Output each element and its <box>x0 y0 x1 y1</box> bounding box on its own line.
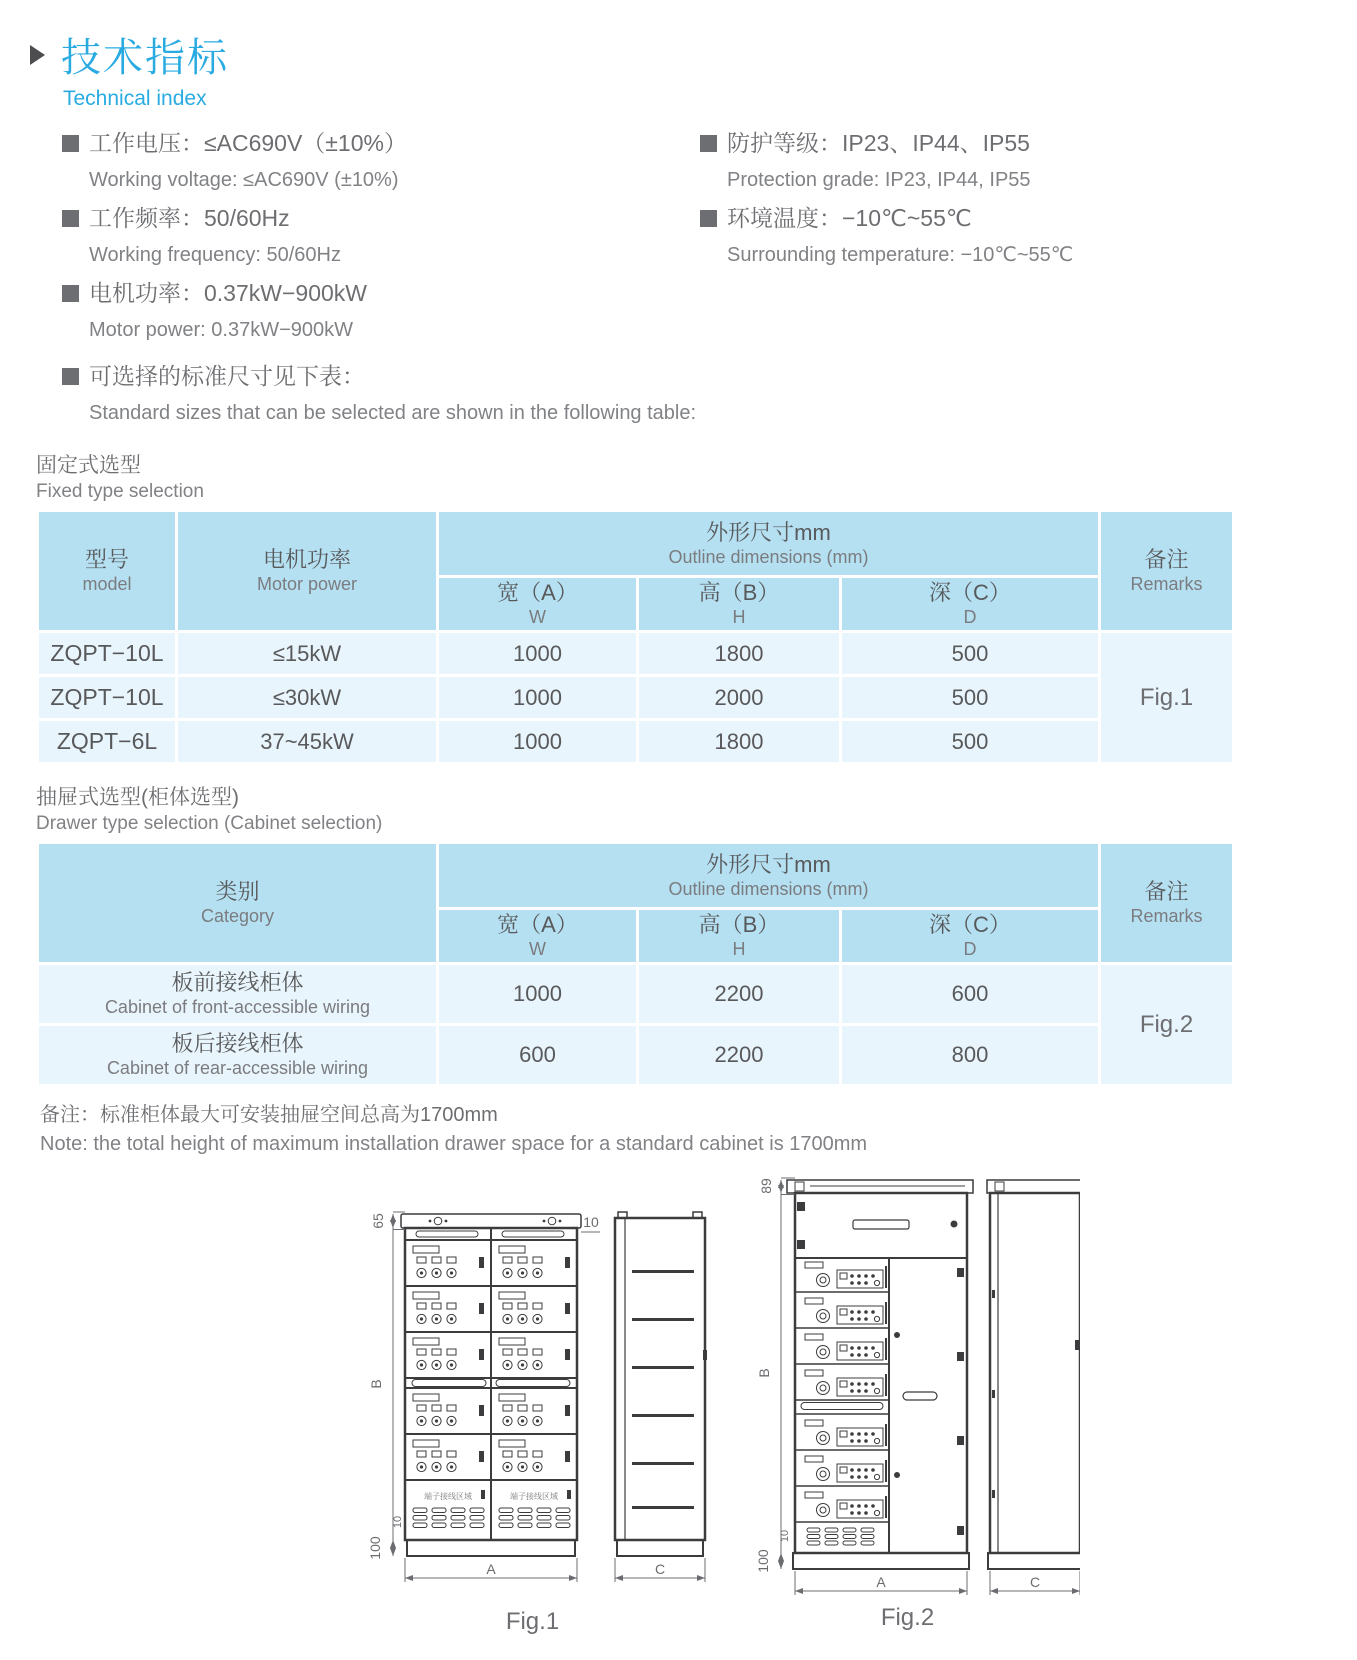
category-cell-en: Cabinet of rear-accessible wiring <box>106 1058 369 1078</box>
col-header-height: 高（B） H <box>638 909 841 964</box>
spec-en-text: Working frequency: 50/60Hz <box>89 244 341 266</box>
spec-cn-text: 工作频率：50/60Hz <box>89 205 290 231</box>
category-cell-en: Cabinet of front-accessible wiring <box>104 997 371 1017</box>
footnote-cn: 备注：标准柜体最大可安装抽屉空间总高为1700mm <box>40 1104 498 1126</box>
fixed-type-table <box>36 509 1235 765</box>
bullet-square-icon <box>700 135 717 152</box>
drawer-type-table <box>36 841 1235 1087</box>
page-subtitle: Technical index <box>63 87 207 110</box>
col-header-depth: 深（C） D <box>841 577 1100 632</box>
spec-working-frequency <box>62 200 700 273</box>
fig1-caption: Fig.1 <box>505 1608 560 1635</box>
col-header-remarks: 备注 Remarks <box>1100 843 1234 964</box>
width-cell: 1000 <box>513 640 562 666</box>
table-row <box>38 1025 1234 1086</box>
spec-en-text: Standard sizes that can be selected are shown in the following table: <box>89 402 697 424</box>
fig2-side-view <box>987 1180 1080 1569</box>
category-cell-cn: 板前接线柜体 <box>171 970 304 995</box>
power-cell: 37~45kW <box>260 728 354 754</box>
spec-standard-sizes-note <box>62 358 700 431</box>
fig2-dim-vent-label: 10 <box>779 1529 791 1543</box>
table-row <box>38 632 1234 676</box>
col-header-motor-power: 电机功率 Motor power <box>177 511 438 632</box>
spec-en-text: Protection grade: IP23, IP44, IP55 <box>727 169 1031 191</box>
col-header-outline-dimensions: 外形尺寸mm Outline dimensions (mm) <box>438 511 1100 577</box>
bullet-square-icon <box>62 368 79 385</box>
category-cell-cn: 板后接线柜体 <box>171 1031 304 1056</box>
fig1-terminal-area-label: 端子接线区域 <box>510 1492 558 1501</box>
col-header-width: 宽（A） W <box>438 909 638 964</box>
fixed-type-label-en: Fixed type selection <box>36 481 204 502</box>
fig1-dimension-labels <box>367 1212 705 1582</box>
fig1-dim-gap-label: 10 <box>583 1214 599 1230</box>
spec-en-text: Working voltage: ≤AC690V (±10%) <box>89 169 399 191</box>
fig2-dim-height-label: B <box>756 1368 772 1378</box>
height-cell: 2200 <box>714 981 764 1006</box>
fig1-cabinet-drawing <box>360 1200 720 1615</box>
bullet-square-icon <box>700 210 717 227</box>
depth-cell: 600 <box>951 981 989 1006</box>
page-header <box>0 0 1357 111</box>
spec-motor-power <box>62 275 700 348</box>
remarks-cell: Fig.1 <box>1139 683 1194 711</box>
model-cell: ZQPT−6L <box>56 728 158 754</box>
spec-cn-text: 环境温度：−10℃~55℃ <box>727 205 972 231</box>
depth-cell: 500 <box>951 684 989 710</box>
power-cell: ≤30kW <box>272 684 342 710</box>
spec-cn-text: 工作电压：≤AC690V（±10%） <box>89 130 407 156</box>
fixed-type-label-cn: 固定式选型 <box>36 454 141 477</box>
fig1-dim-bottom-label: 100 <box>367 1536 383 1560</box>
fig2-dim-top-label: 89 <box>758 1178 774 1194</box>
fig1-front-view <box>401 1214 581 1556</box>
fig1-dim-vent-label: 10 <box>392 1515 404 1529</box>
remarks-cell: Fig.2 <box>1139 1010 1194 1038</box>
spec-working-voltage <box>62 125 700 198</box>
drawer-type-label-en: Drawer type selection (Cabinet selection) <box>36 813 383 834</box>
bullet-square-icon <box>62 285 79 302</box>
drawer-type-section-label <box>36 785 1357 837</box>
width-cell: 1000 <box>513 981 562 1006</box>
fig1-dim-top-label: 65 <box>370 1213 386 1229</box>
spec-list <box>62 125 1357 433</box>
drawer-type-label-cn: 抽屉式选型(柜体选型) <box>36 786 239 809</box>
fig2-dim-bottom-label: 100 <box>755 1549 771 1573</box>
fig1-terminal-area-label: 端子接线区域 <box>424 1492 472 1501</box>
height-cell: 2000 <box>714 684 764 710</box>
col-header-outline-dimensions: 外形尺寸mm Outline dimensions (mm) <box>438 843 1100 909</box>
spec-cn-text: 可选择的标准尺寸见下表： <box>89 363 365 389</box>
depth-cell: 500 <box>951 640 989 666</box>
fig2-cabinet-drawing <box>735 1140 1080 1605</box>
spec-protection-grade <box>700 125 1357 198</box>
table-row <box>38 964 1234 1025</box>
table-row <box>38 676 1234 720</box>
fig2-front-view <box>787 1180 973 1569</box>
width-cell: 1000 <box>513 728 562 754</box>
height-cell: 1800 <box>714 728 764 754</box>
width-cell: 600 <box>519 1042 556 1067</box>
fig1-dim-height-label: B <box>368 1379 384 1389</box>
width-cell: 1000 <box>513 684 562 710</box>
depth-cell: 500 <box>951 728 989 754</box>
footnote-en: Note: the total height of maximum installation drawer space for a standard cabinet is 1700mm <box>40 1133 868 1155</box>
fig2-dim-width-label: A <box>876 1574 886 1590</box>
spec-en-text: Surrounding temperature: −10℃~55℃ <box>727 244 1074 266</box>
fig2-dim-depth-label: C <box>1029 1574 1041 1590</box>
model-cell: ZQPT−10L <box>50 684 164 710</box>
fixed-type-section-label <box>36 453 1357 505</box>
model-cell: ZQPT−10L <box>50 640 164 666</box>
bullet-square-icon <box>62 210 79 227</box>
bullet-square-icon <box>62 135 79 152</box>
spec-cn-text: 电机功率：0.37kW−900kW <box>89 280 367 306</box>
spec-en-text: Motor power: 0.37kW−900kW <box>89 319 353 341</box>
table-footnote <box>40 1101 1357 1159</box>
depth-cell: 800 <box>951 1042 989 1067</box>
page-title: 技术指标 <box>61 36 229 80</box>
spec-surrounding-temperature <box>700 200 1357 273</box>
fig1-dim-depth-label: C <box>654 1561 666 1577</box>
col-header-model: 型号 model <box>38 511 177 632</box>
col-header-depth: 深（C） D <box>841 909 1100 964</box>
col-header-height: 高（B） H <box>638 577 841 632</box>
fig1-side-view <box>615 1212 707 1556</box>
fig2-caption: Fig.2 <box>880 1604 935 1631</box>
col-header-remarks: 备注 Remarks <box>1100 511 1234 632</box>
height-cell: 2200 <box>714 1042 764 1067</box>
power-cell: ≤15kW <box>272 640 342 666</box>
fig1-dim-width-label: A <box>486 1561 496 1577</box>
section-arrow-icon <box>30 45 45 65</box>
col-header-width: 宽（A） W <box>438 577 638 632</box>
height-cell: 1800 <box>714 640 764 666</box>
spec-cn-text: 防护等级：IP23、IP44、IP55 <box>727 130 1030 156</box>
table-row <box>38 720 1234 764</box>
col-header-category: 类别 Category <box>38 843 438 964</box>
